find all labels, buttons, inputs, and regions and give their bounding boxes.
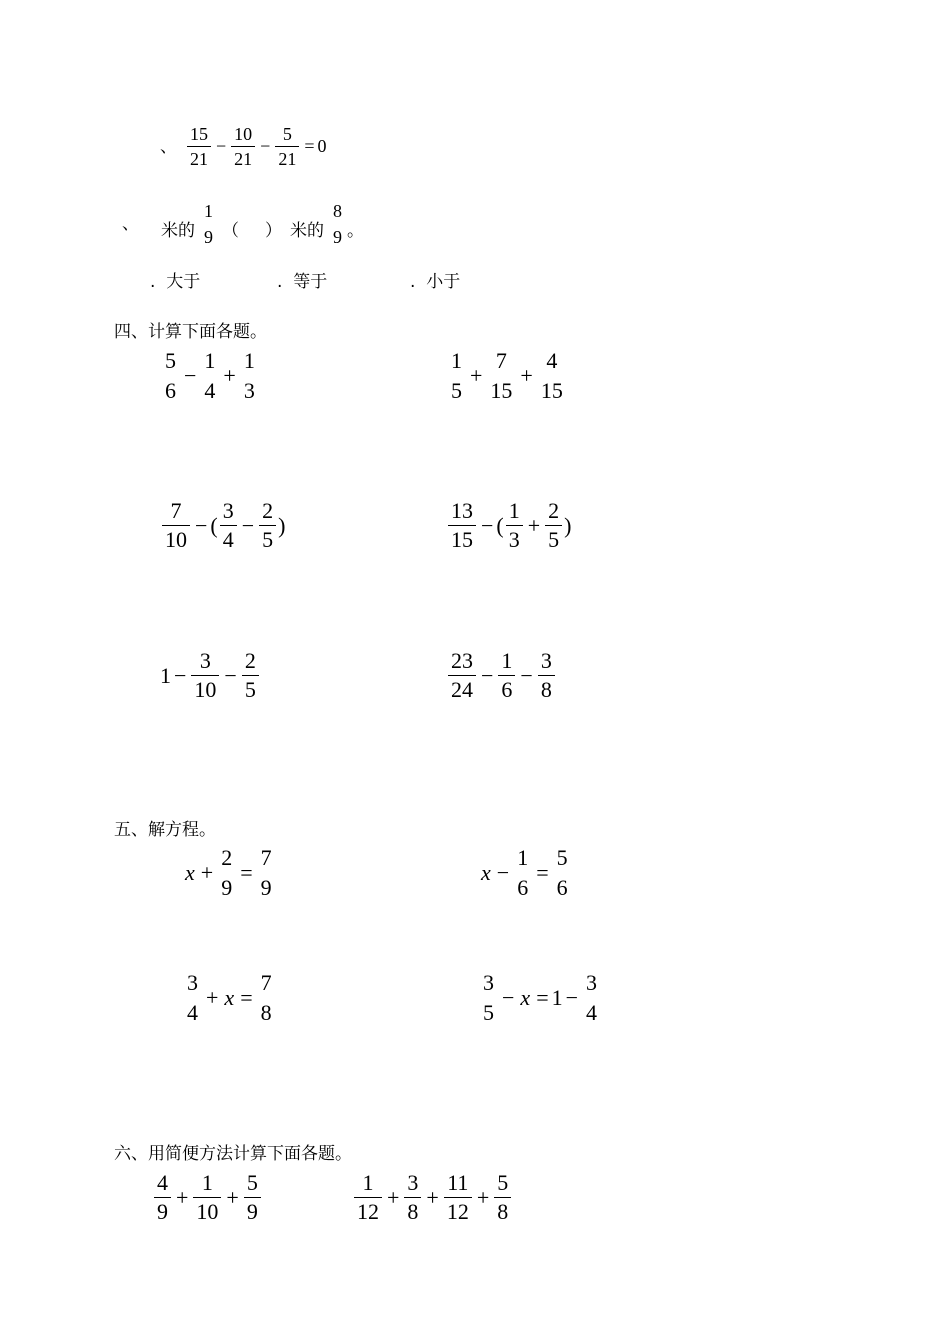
variable: x <box>224 985 235 1010</box>
operator: + <box>520 363 533 388</box>
denominator: 10 <box>191 675 219 701</box>
fraction <box>538 350 566 402</box>
denominator: 21 <box>187 146 211 168</box>
numerator: 5 <box>497 1170 509 1195</box>
denominator: 12 <box>354 1197 382 1223</box>
variable: x <box>185 860 195 885</box>
denominator: 4 <box>220 525 237 551</box>
period: 。 <box>347 221 364 241</box>
operator: − <box>216 136 227 156</box>
choice-c[interactable] <box>410 272 460 292</box>
numerator: 7 <box>260 970 272 995</box>
numerator: 5 <box>165 348 176 373</box>
denominator: 9 <box>221 875 233 900</box>
operator: − <box>520 662 533 688</box>
denominator: 15 <box>448 525 476 551</box>
operator: + <box>387 1184 400 1210</box>
paren-open: ( <box>496 512 504 538</box>
denominator: 12 <box>444 1197 472 1223</box>
fraction <box>220 500 237 551</box>
choice-dot: . <box>277 272 283 292</box>
numerator: 15 <box>190 124 208 144</box>
fraction <box>162 500 190 551</box>
numerator: 3 <box>540 648 552 673</box>
denominator: 8 <box>494 1197 511 1223</box>
equals-sign: = <box>536 985 549 1010</box>
denominator: 5 <box>259 525 276 551</box>
numerator: 2 <box>221 845 233 870</box>
denominator: 10 <box>193 1197 221 1223</box>
numerator: 10 <box>234 124 253 144</box>
fraction <box>258 847 275 899</box>
variable: x <box>481 860 491 885</box>
fraction <box>354 1172 382 1223</box>
numerator: 2 <box>244 648 256 673</box>
denominator: 21 <box>275 146 299 168</box>
choice-a[interactable] <box>150 272 200 292</box>
denominator: 4 <box>586 1000 598 1025</box>
paren-close: ) <box>278 512 286 538</box>
question-mark: 、 <box>160 136 177 157</box>
fraction <box>187 125 211 168</box>
fraction <box>241 350 258 402</box>
result: 0 <box>317 136 327 156</box>
meter-question <box>122 202 364 246</box>
equation-3 <box>182 972 277 1024</box>
fraction <box>545 500 562 551</box>
numerator: 3 <box>586 970 598 995</box>
question-mark: 、 <box>122 214 139 234</box>
choice-dot: . <box>410 272 416 292</box>
fraction <box>487 350 515 402</box>
equals-sign: = <box>304 136 315 156</box>
fraction <box>162 350 179 402</box>
denominator: 24 <box>448 675 476 701</box>
paren-open: ( <box>210 512 218 538</box>
fraction <box>259 500 276 551</box>
numerator: 7 <box>170 498 182 523</box>
numerator: 5 <box>556 845 568 870</box>
operator: − <box>241 512 255 538</box>
denominator: 10 <box>162 525 190 551</box>
operator: − <box>481 512 494 538</box>
fraction <box>514 847 531 899</box>
fraction <box>330 202 345 246</box>
numerator: 3 <box>199 648 211 673</box>
fraction <box>242 650 259 701</box>
numerator: 4 <box>546 348 558 373</box>
variable: x <box>520 985 531 1010</box>
operator: − <box>195 512 208 538</box>
simplify-expression-1 <box>152 1172 263 1223</box>
paren-close: ） <box>265 221 282 241</box>
numerator: 7 <box>260 845 272 870</box>
denominator: 6 <box>165 378 176 403</box>
operator: + <box>527 512 541 538</box>
fraction <box>201 350 218 402</box>
numerator: 7 <box>495 348 507 373</box>
operator: + <box>470 363 483 388</box>
denominator: 3 <box>506 525 523 551</box>
whole-number: 1 <box>551 985 563 1010</box>
denominator: 5 <box>483 1000 494 1025</box>
fraction <box>583 972 600 1024</box>
operator: − <box>502 985 515 1010</box>
calc-expression-3 <box>160 500 286 551</box>
numerator: 2 <box>262 498 274 523</box>
denominator: 9 <box>154 1197 171 1223</box>
equals-sign: = <box>240 860 253 885</box>
denominator: 15 <box>490 378 513 403</box>
numerator: 3 <box>407 1170 419 1195</box>
denominator: 8 <box>404 1197 421 1223</box>
denominator: 8 <box>260 1000 272 1025</box>
numerator: 11 <box>447 1170 469 1195</box>
operator: − <box>260 136 271 156</box>
simplify-expression-2 <box>352 1172 513 1223</box>
fraction <box>184 972 201 1024</box>
equals-sign: = <box>536 860 549 885</box>
denominator: 9 <box>260 875 272 900</box>
numerator: 5 <box>246 1170 258 1195</box>
fraction <box>448 350 465 402</box>
equation-1 <box>182 847 277 899</box>
denominator: 9 <box>244 1197 261 1223</box>
fraction <box>218 847 235 899</box>
choice-label: 等于 <box>293 272 328 292</box>
denominator: 5 <box>242 675 259 701</box>
operator: − <box>481 662 494 688</box>
denominator: 15 <box>540 378 563 403</box>
fraction <box>193 1172 221 1223</box>
fraction <box>554 847 571 899</box>
operator: − <box>174 662 187 688</box>
fraction <box>275 125 299 168</box>
fraction <box>244 1172 261 1223</box>
numerator: 1 <box>362 1170 374 1195</box>
operator: + <box>200 860 214 885</box>
denominator: 6 <box>498 675 515 701</box>
section-title: 六、用简便方法计算下面各题。 <box>114 1144 352 1164</box>
section-title: 五、解方程。 <box>114 820 216 840</box>
operator: + <box>226 1184 239 1210</box>
operator: − <box>565 985 579 1010</box>
numerator: 5 <box>282 124 292 144</box>
numerator: 2 <box>548 498 560 523</box>
denominator: 6 <box>556 875 568 900</box>
numerator: 4 <box>157 1170 168 1195</box>
equals-sign: = <box>240 985 253 1010</box>
equation-4 <box>478 972 602 1024</box>
whole-number: 1 <box>160 662 171 688</box>
choice-b[interactable] <box>277 272 327 292</box>
fraction <box>480 972 497 1024</box>
fraction <box>444 1172 472 1223</box>
numerator: 1 <box>204 201 213 221</box>
numerator: 13 <box>451 498 473 523</box>
calc-expression-2 <box>446 350 568 402</box>
denominator: 9 <box>204 227 213 247</box>
equation-2 <box>478 847 573 899</box>
denominator: 6 <box>517 875 529 900</box>
meter-text: 米的 <box>161 221 195 241</box>
denominator: 5 <box>545 525 562 551</box>
operator: + <box>476 1184 490 1210</box>
numerator: 3 <box>483 970 494 995</box>
numerator: 1 <box>243 348 255 373</box>
calc-expression-6 <box>446 650 557 701</box>
section-title: 四、计算下面各题。 <box>114 322 267 342</box>
fraction <box>404 1172 421 1223</box>
fraction <box>258 972 275 1024</box>
numerator: 1 <box>204 348 216 373</box>
numerator: 1 <box>451 348 462 373</box>
numerator: 3 <box>222 498 234 523</box>
denominator: 9 <box>333 227 342 247</box>
operator: + <box>176 1184 189 1210</box>
denominator: 21 <box>231 146 255 168</box>
operator: + <box>426 1184 439 1210</box>
compare-expression <box>160 125 326 168</box>
numerator: 1 <box>517 845 529 870</box>
numerator: 1 <box>201 1170 213 1195</box>
choice-label: 大于 <box>166 272 201 292</box>
operator: − <box>224 662 237 688</box>
calc-expression-1 <box>160 350 260 402</box>
numerator: 1 <box>508 498 520 523</box>
fraction <box>448 500 476 551</box>
fraction <box>191 650 219 701</box>
fraction <box>231 125 255 168</box>
fraction <box>498 650 515 701</box>
meter-text: 米的 <box>290 221 324 241</box>
fraction <box>201 202 216 246</box>
numerator: 3 <box>187 970 198 995</box>
fraction <box>448 650 476 701</box>
operator: + <box>206 985 219 1010</box>
numerator: 1 <box>501 648 513 673</box>
numerator: 8 <box>333 201 342 221</box>
operator: − <box>496 860 510 885</box>
operator: + <box>223 363 236 388</box>
calc-expression-4 <box>446 500 572 551</box>
denominator: 4 <box>204 378 216 403</box>
fraction <box>494 1172 511 1223</box>
denominator: 3 <box>243 378 255 403</box>
denominator: 4 <box>187 1000 198 1025</box>
numerator: 23 <box>451 648 473 673</box>
calc-expression-5 <box>160 650 261 701</box>
operator: − <box>184 363 197 388</box>
denominator: 8 <box>538 675 555 701</box>
choice-label: 小于 <box>426 272 461 292</box>
fraction <box>154 1172 171 1223</box>
fraction <box>506 500 523 551</box>
fraction <box>538 650 555 701</box>
paren-open: （ <box>222 221 239 241</box>
choice-dot: . <box>150 272 156 292</box>
denominator: 5 <box>451 378 462 403</box>
paren-close: ) <box>564 512 572 538</box>
